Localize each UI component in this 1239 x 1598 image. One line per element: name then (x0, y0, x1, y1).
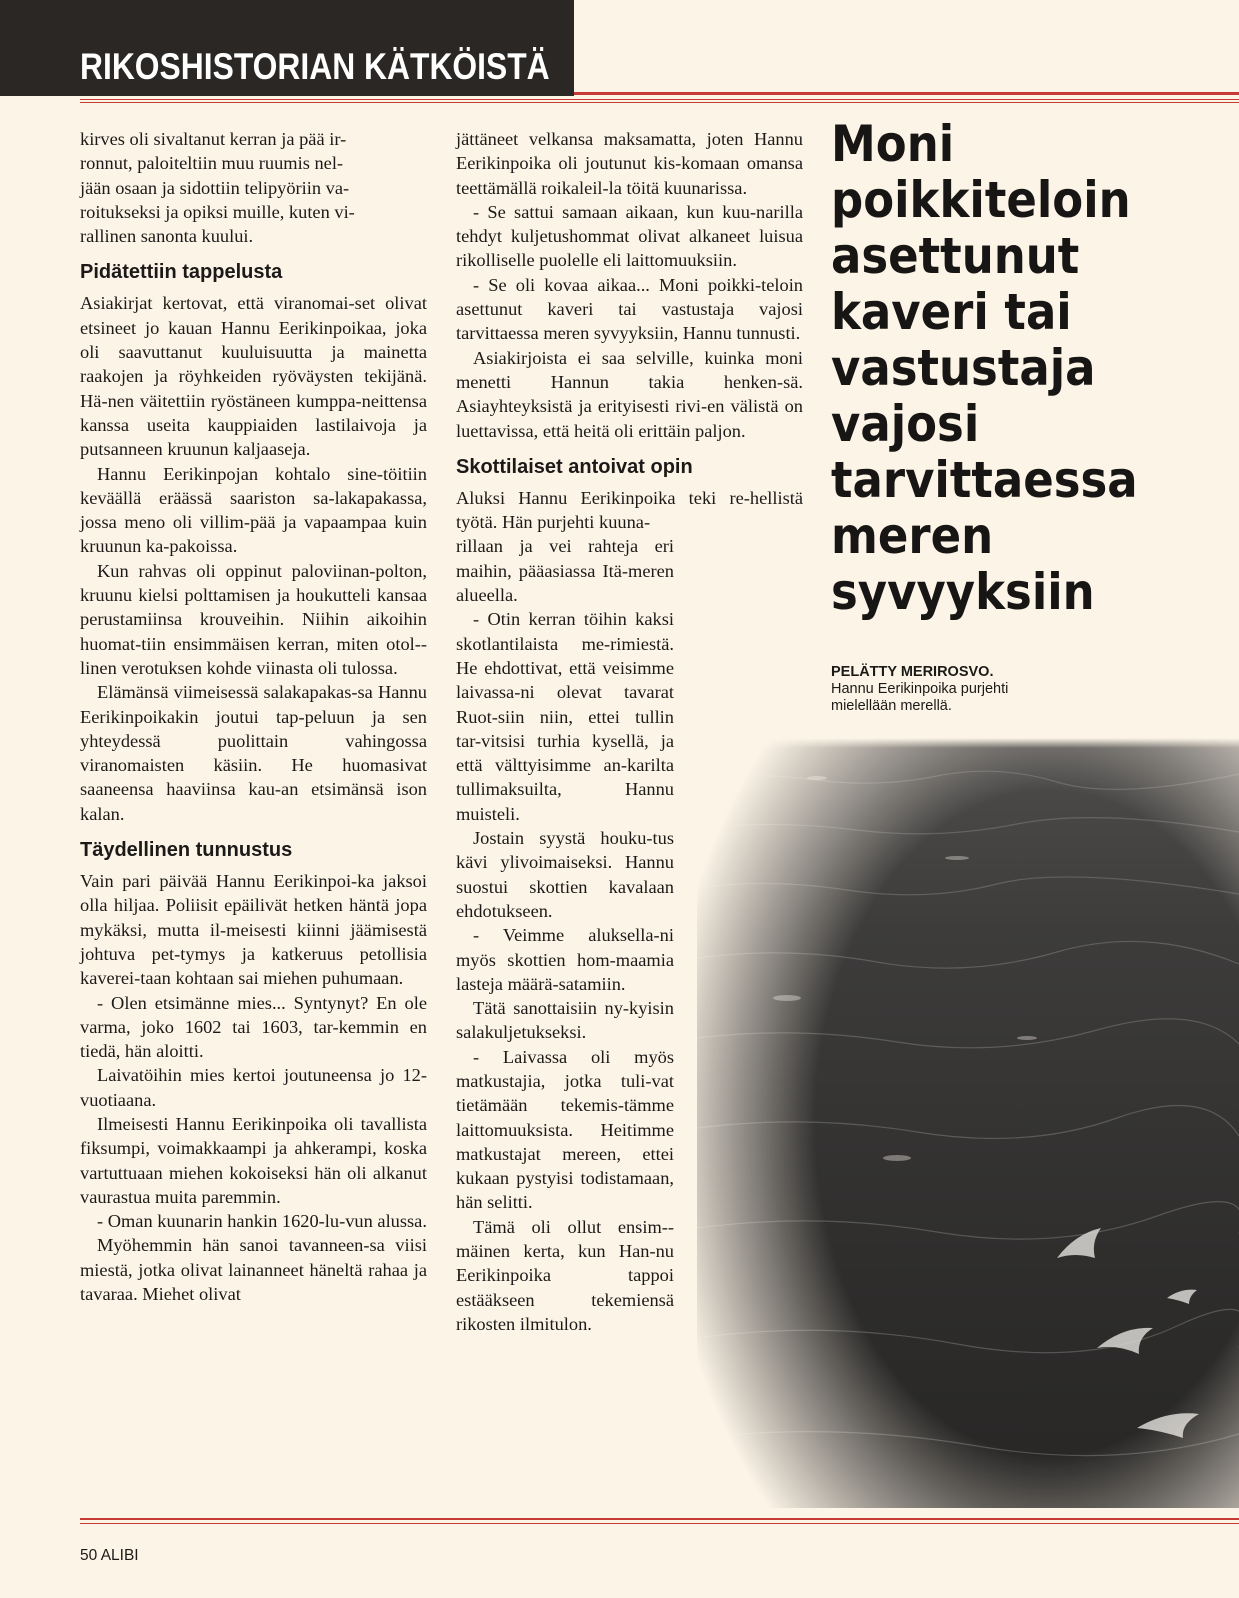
text-line: roitukseksi ja opiksi muille, kuten vi- (80, 201, 355, 222)
pull-quote-line: kaveri tai (831, 283, 1072, 341)
pull-quote (831, 116, 1138, 620)
text-line: jään osaan ja sidottiin telipyöriin va- (80, 177, 350, 198)
caption-text: Hannu Eerikinpoika purjehti mielellään merellä. (831, 681, 1009, 714)
article-column-1 (80, 127, 427, 1306)
paragraph: Jostain syystä houku-tus kävi ylivoimaiseksi. Hannu suostui skottien kavalaan ehdotukseen. (456, 828, 674, 921)
header-rule-thin (80, 99, 1239, 100)
pull-quote-line: Moni (831, 115, 955, 173)
paragraph: - Se oli kovaa aikaa... Moni poikki-teloin asettunut kaveri tai vastustaja vajosi tarvittaessa meren syvyyksiin, Hannu tunnusti. (456, 274, 803, 344)
paragraph: jättäneet velkansa maksamatta, joten Hannu Eerikinpoika oli joutunut kis-komaan omansa teettämällä roikaleil-la töitä kuunarissa. (456, 129, 803, 198)
paragraph: Ilmeisesti Hannu Eerikinpoika oli tavallista fiksumpi, voimakkaampi ja ahkerampi, koska vartuttuaan miehen kokoiseksi hän oli alkanut vaurastua muita paremmin. (80, 1113, 427, 1207)
paragraph: - Se sattui samaan aikaan, kun kuu-narilla tehdyt kuljetushommat olivat alkaneet luisua rikolliselle puolelle eli laittomuuksiin. (456, 201, 803, 271)
pull-quote-line: meren (831, 507, 994, 565)
paragraph: rillaan ja vei rahteja eri maihin, pääasiassa Itä-meren alueella. (456, 536, 674, 606)
paragraph: - Otin kerran töihin kaksi skotlantilaista me-rimiestä. He ehdottivat, että veisimme laivassa-ni olevat tavarat Ruot-siin niin, ettei tullin tar-vitsisi turhia kysellä, ja että välttyisimme an-karilta tullimaksuilta, Hannu muisteli. (456, 609, 674, 824)
intro-lines (80, 127, 427, 248)
page-folio: 50 ALIBI (80, 1547, 139, 1564)
pull-quote-line: asettunut (831, 227, 1080, 285)
photo-caption (831, 664, 1021, 715)
paragraph: Aluksi Hannu Eerikinpoika teki re-hellistä työtä. Hän purjehti kuuna- (456, 487, 803, 533)
caption-title: PELÄTTY MERIROSVO. (831, 664, 994, 680)
subheading: Täydellinen tunnustus (80, 839, 293, 862)
pull-quote-line: vastustaja (831, 339, 1096, 397)
section-title: RIKOSHISTORIAN KÄTKÖISTÄ (80, 46, 550, 87)
paragraph: Vain pari päivää Hannu Eerikinpoi-ka jaksoi olla hiljaa. Poliisit epäilivät hetken häntä jopa mykäksi, mutta il-meisesti kiinni jäämisestä johtuva pet-tymys ja katkeruus petollisia kaverei-taan kohtaan sai miehen puhumaan. (80, 871, 427, 989)
text-line: kirves oli sivaltanut kerran ja pää ir- (80, 129, 347, 149)
footer-rule (80, 1518, 1239, 1520)
subheading: Skottilaiset antoivat opin (456, 455, 693, 478)
header-rule-thin-2 (80, 102, 1239, 103)
paragraph: - Oman kuunarin hankin 1620-lu-vun alussa. (97, 1211, 427, 1232)
wrapped-column-section (456, 534, 674, 1336)
pull-quote-line: syvyyksiin (831, 563, 1095, 621)
paragraph: Myöhemmin hän sanoi tavanneen-sa viisi miestä, jotka olivat lainanneet häneltä rahaa ja tavaraa. Miehet olivat (80, 1235, 427, 1305)
paragraph: Tätä sanottaisiin ny-kyisin salakuljetukseksi. (456, 998, 674, 1043)
paragraph: - Veimme aluksella-ni myös skottien hom-maamia lasteja määrä-satamiin. (456, 925, 674, 994)
text-line: ronnut, paloiteltiin muu ruumis nel- (80, 153, 344, 174)
header-rule (574, 92, 1239, 95)
paragraph: - Laivassa oli myös matkustajia, jotka tuli-vat tietämään tekemis-tämme laittomuuksista. Heitimme matkustajat mereen, ettei kukaan pystyisi todistamaan, hän selitti. (456, 1046, 674, 1213)
paragraph: - Olen etsimänne mies... Syntynyt? En ole varma, joko 1602 tai 1603, tar-kemmin en tiedä, hän aloitti. (80, 992, 427, 1062)
paragraph: Hannu Eerikinpojan kohtalo sine-töitiin keväällä eräässä saariston sa-lakapakassa, jossa meno oli villim-pää ja vapaampaa kuin kruunun ka-pakoissa. (80, 463, 427, 557)
text-line: rallinen sanonta kuului. (80, 226, 254, 247)
paragraph: Asiakirjat kertovat, että viranomai-set olivat etsineet jo kauan Hannu Eerikinpoikaa, joka oli saavuttanut kuuluisuutta ja mainetta raakojen ja röyhkeiden ryöväysten tekijänä. Hä-nen väitettiin ryöstäneen kumppa-neittensa kanssa useita kauppiaiden lastilaivoja ja putsanneen kruunun kaljaaseja. (80, 293, 427, 460)
article-column-2 (456, 127, 803, 1336)
paragraph: Elämänsä viimeisessä salakapakas-sa Hannu Eerikinpoikakin joutui tap-peluun ja sen yhteydessä puolittain vahingossa viranomaisten käsiin. He huomasivat saaneensa haaviinsa kau-an etsimänsä ison kalan. (80, 682, 427, 824)
paragraph: Laivatöihin mies kertoi joutuneensa jo 12-vuotiaana. (80, 1065, 427, 1110)
pull-quote-line: vajosi (831, 395, 980, 453)
pull-quote-line: poikkiteloin (831, 171, 1131, 229)
footer-rule-thin (80, 1523, 1239, 1524)
paragraph: Asiakirjoista ei saa selville, kuinka moni menetti Hannun takia henken-sä. Asiayhteyksistä ja erityisesti rivi-en välistä on luettavissa, että heitä oli erittäin paljon. (456, 347, 803, 441)
paragraph: Tämä oli ollut ensim-mäinen kerta, kun Han-nu Eerikinpoika tappoi estääkseen tekemiensä rikosten ilmitulon. (456, 1216, 674, 1334)
subheading: Pidätettiin tappelusta (80, 261, 283, 284)
paragraph: Kun rahvas oli oppinut paloviinan-polton, kruunu kielsi polttamisen ja houkutteli kansaa perustamiinsa krouveihin. Niihin aikoihin huomat-tiin ensimmäisen kerran, miten otol-linen verotuksen kohde viinasta oli tulossa. (80, 560, 427, 678)
pull-quote-line: tarvittaessa (831, 451, 1138, 509)
